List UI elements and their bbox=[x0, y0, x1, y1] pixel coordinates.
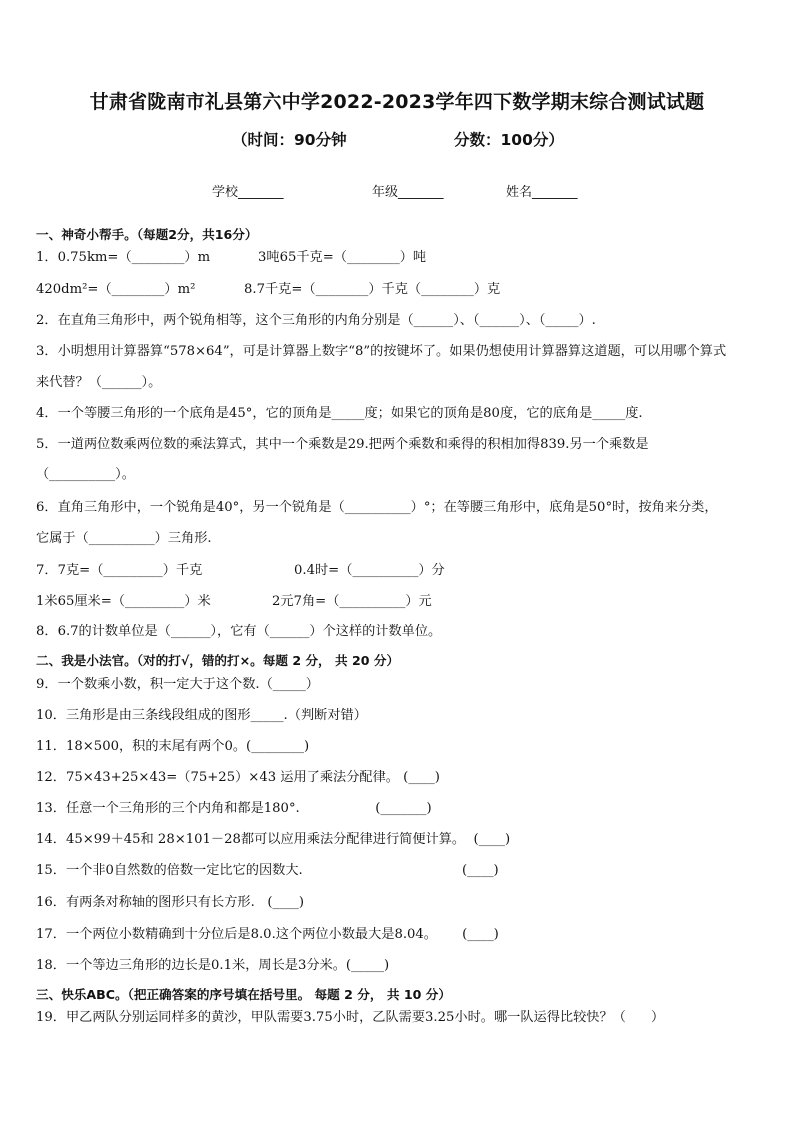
question-7c: 1米65厘米=（_________）米 bbox=[36, 594, 211, 609]
question-14: 14．45×99＋45和 28×101－28都可以应用乘法分配律进行简便计算。 (____) bbox=[36, 832, 511, 847]
question-13: 13．任意一个三角形的三个内角和都是180°. (_______) bbox=[36, 801, 432, 816]
section-2-heading: 二、我是小法官。（对的打√，错的打×。每题 2 分， 共 20 分） bbox=[36, 653, 400, 668]
exam-time-score bbox=[232, 128, 792, 150]
question-9: 9．一个数乘小数，积一定大于这个数.（_____） bbox=[36, 677, 319, 692]
question-1b: 3吨65千克=（________）吨 bbox=[258, 250, 427, 265]
question-15: 15．一个非0自然数的倍数一定比它的因数大. (____) bbox=[36, 863, 499, 878]
question-19: 19．甲乙两队分别运同样多的黄沙，甲队需要3.75小时，乙队需要3.25小时。哪一队运得比较快？（ ） bbox=[36, 1010, 665, 1025]
exam-time: （时间：90分钟 bbox=[232, 131, 347, 149]
question-5-line-2: （__________）。 bbox=[36, 467, 135, 482]
question-6-line-1: 6．直角三角形中，一个锐角是40°，另一个锐角是（__________）°；在等腰三角形中，底角是50°时，按角来分类， bbox=[36, 500, 718, 515]
question-3-line-2: 来代替？（______）。 bbox=[36, 375, 162, 390]
question-7b: 0.4时=（__________）分 bbox=[294, 563, 445, 578]
section-1-heading: 一、神奇小帮手。（每题2分，共16分） bbox=[36, 227, 258, 242]
question-1c: 420dm²=（________）m² bbox=[36, 282, 196, 297]
question-6-line-2: 它属于（__________）三角形. bbox=[36, 531, 212, 546]
section-3-heading: 三、快乐ABC。（把正确答案的序号填在括号里。 每题 2 分， 共 10 分） bbox=[36, 987, 451, 1002]
grade-field[interactable]: 年级_______ bbox=[372, 185, 444, 200]
question-12: 12．75×43+25×43=（75+25）×43 运用了乘法分配律。 (____) bbox=[36, 770, 440, 785]
question-11: 11．18×500，积的末尾有两个0。(________) bbox=[36, 739, 310, 754]
question-17: 17．一个两位小数精确到十分位后是8.0.这个两位小数最大是8.04。 (____) bbox=[36, 927, 499, 942]
question-2: 2．在直角三角形中，两个锐角相等，这个三角形的内角分别是（______）、（______）、（_____）. bbox=[36, 313, 596, 328]
question-8: 8．6.7的计数单位是（______），它有（______）个这样的计数单位。 bbox=[36, 624, 442, 639]
question-5-line-1: 5．一道两位数乘两位数的乘法算式，其中一个乘数是29.把两个乘数和乘得的积相加得839.另一个乘数是 bbox=[36, 437, 649, 452]
page-title: 甘肃省陇南市礼县第六中学2022-2023学年四下数学期末综合测试试题 bbox=[89, 91, 705, 113]
question-3-line-1: 3．小明想用计算器算“578×64”，可是计算器上数字“8”的按键坏了。如果仍想使用计算器算这道题，可以用哪个算式 bbox=[36, 344, 727, 359]
question-1d: 8.7千克=（________）千克（________）克 bbox=[244, 282, 501, 297]
question-4: 4．一个等腰三角形的一个底角是45°，它的顶角是_____度；如果它的顶角是80度，它的底角是_____度. bbox=[36, 406, 643, 421]
question-10: 10．三角形是由三条线段组成的图形_____.（判断对错） bbox=[36, 708, 367, 723]
name-field[interactable]: 姓名_______ bbox=[506, 185, 578, 200]
question-1a: 1．0.75km=（________）m bbox=[36, 250, 211, 265]
exam-score: 分数：100分） bbox=[454, 131, 564, 149]
school-field[interactable]: 学校_______ bbox=[212, 185, 284, 200]
question-7a: 7．7克=（_________）千克 bbox=[36, 563, 203, 578]
question-18: 18．一个等边三角形的边长是0.1米，周长是3分米。(_____) bbox=[36, 958, 390, 973]
question-7d: 2元7角=（__________）元 bbox=[272, 594, 432, 609]
question-16: 16．有两条对称轴的图形只有长方形. (____) bbox=[36, 895, 305, 910]
